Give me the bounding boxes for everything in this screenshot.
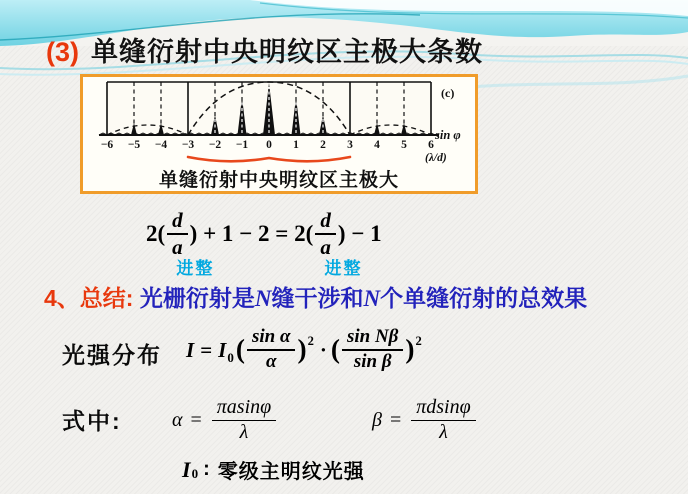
fraction-numerator: sin α bbox=[247, 327, 296, 351]
x-axis-unit: (λ/d) bbox=[425, 152, 447, 164]
left-paren: ( bbox=[235, 333, 245, 364]
axis-tick: 3 bbox=[347, 139, 353, 151]
axis-tick: 4 bbox=[374, 139, 380, 151]
equals-sign: = bbox=[389, 408, 402, 431]
fraction-d-over-a bbox=[315, 208, 363, 278]
i0-note bbox=[182, 455, 365, 484]
left-paren: ( bbox=[330, 333, 340, 364]
central-region-brace bbox=[188, 157, 350, 161]
fraction-alpha bbox=[212, 397, 276, 443]
intensity-label: 光强分布 bbox=[62, 342, 162, 368]
round-up-label: 进整 bbox=[176, 258, 215, 278]
formula-token: ) + 1 − 2 = 2( bbox=[189, 221, 314, 246]
axis-tick: 0 bbox=[266, 139, 272, 151]
title-number: (3) bbox=[46, 37, 79, 67]
diffraction-pattern-diagram bbox=[83, 77, 475, 167]
squared-exponent: 2 bbox=[307, 333, 314, 348]
axis-tick: −4 bbox=[154, 139, 168, 151]
title-text: 单缝衍射中央明纹区主极大条数 bbox=[91, 37, 483, 67]
axis-tick: −6 bbox=[100, 139, 114, 151]
summary-number: 4、 bbox=[44, 285, 80, 311]
figure-caption: 单缝衍射中央明纹区主极大 bbox=[158, 170, 399, 191]
beta-definition bbox=[372, 394, 478, 446]
axis-tick: −2 bbox=[208, 139, 222, 151]
alpha-definition bbox=[172, 394, 278, 446]
alpha-symbol: α bbox=[172, 408, 183, 431]
beta-symbol: β bbox=[372, 408, 382, 431]
squared-exponent: 2 bbox=[415, 333, 422, 348]
fraction-denominator: a bbox=[320, 235, 331, 259]
axis-ticks bbox=[101, 139, 434, 151]
summary-segment: 个单缝衍射的总效果 bbox=[380, 285, 588, 311]
slide-title bbox=[46, 30, 483, 69]
multiply-dot: · bbox=[319, 337, 327, 362]
x-axis-label: sin φ bbox=[435, 128, 461, 142]
intensity-formula bbox=[186, 320, 424, 380]
fraction-numerator: πasinφ bbox=[212, 397, 276, 421]
summary-label: 总结: bbox=[79, 285, 134, 311]
I0-subscript: 0 bbox=[227, 350, 234, 365]
axis-tick: 6 bbox=[428, 139, 434, 151]
diffraction-figure-box bbox=[80, 74, 478, 194]
fraction-denominator: λ bbox=[239, 420, 249, 443]
fraction-denominator: sin β bbox=[353, 351, 392, 372]
round-up-label: 进整 bbox=[324, 258, 363, 278]
right-paren: ) bbox=[405, 333, 415, 364]
axis-tick: −1 bbox=[235, 139, 249, 151]
fraction-denominator: α bbox=[265, 351, 277, 372]
n-variable: N bbox=[363, 286, 381, 311]
fraction-denominator: a bbox=[172, 235, 183, 259]
axis-tick: 1 bbox=[293, 139, 299, 151]
summary-text bbox=[140, 285, 587, 311]
axis-tick: 5 bbox=[401, 139, 407, 151]
right-paren: ) bbox=[297, 333, 307, 364]
fraction-numerator: d bbox=[315, 209, 336, 235]
fraction-denominator: λ bbox=[439, 420, 448, 443]
summary-segment: 缝干涉和 bbox=[271, 285, 364, 311]
fraction-sinc-alpha bbox=[247, 327, 296, 372]
colon-separator: : bbox=[203, 458, 210, 480]
summary-segment: 光栅衍射是 bbox=[139, 285, 255, 311]
axis-tick: −3 bbox=[181, 139, 195, 151]
n-variable: N bbox=[254, 286, 272, 311]
fraction-grating-beta bbox=[342, 327, 403, 372]
panel-label: (c) bbox=[441, 86, 455, 100]
I0-subscript: 0 bbox=[191, 465, 199, 481]
axis-tick: −5 bbox=[127, 139, 141, 151]
equals-sign: = bbox=[190, 408, 202, 431]
equals-sign: = bbox=[200, 337, 213, 362]
formula-token: ) − 1 bbox=[337, 221, 382, 246]
axis-tick: 2 bbox=[320, 139, 326, 151]
i0-note-text: 零级主明纹光强 bbox=[217, 461, 365, 483]
where-label: 式中: bbox=[62, 408, 122, 434]
fraction-beta bbox=[411, 397, 475, 443]
summary-line bbox=[44, 280, 587, 313]
fraction-numerator: sin Nβ bbox=[342, 327, 403, 351]
fraction-numerator: d bbox=[167, 209, 188, 235]
fraction-d-over-a bbox=[167, 208, 215, 278]
I-symbol: I bbox=[186, 337, 195, 362]
formula-token: 2( bbox=[146, 221, 166, 246]
maxima-count-formula bbox=[146, 206, 382, 278]
I0-symbol: I bbox=[218, 337, 227, 362]
fraction-numerator: πdsinφ bbox=[411, 397, 475, 421]
I0-symbol: I bbox=[182, 456, 191, 482]
